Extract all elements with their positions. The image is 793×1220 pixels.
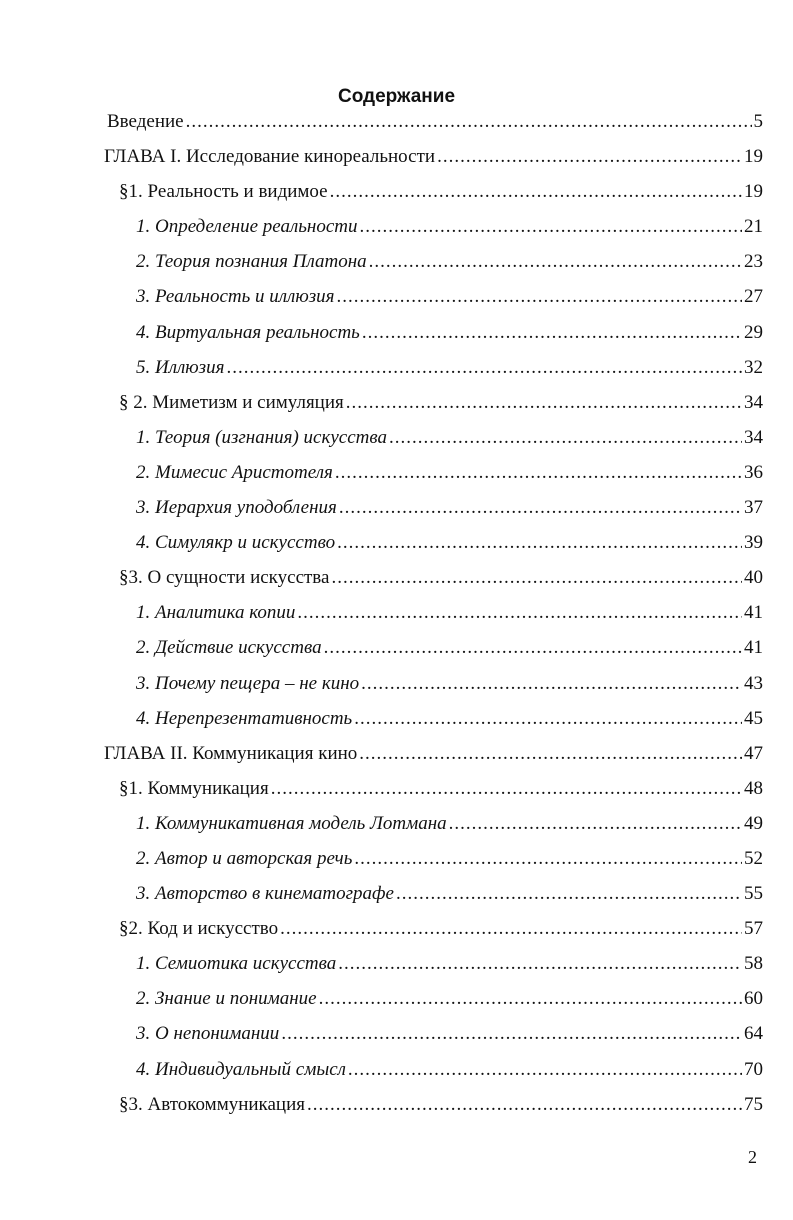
toc-entry xyxy=(0,669,793,704)
dot-leader xyxy=(281,1019,742,1049)
table-of-contents xyxy=(0,107,793,1125)
dot-leader xyxy=(362,318,742,348)
toc-entry-page: 52 xyxy=(744,847,763,869)
toc-entry xyxy=(0,844,793,879)
page-number: 2 xyxy=(748,1147,757,1167)
toc-entry-label: 2. Теория познания Платона xyxy=(136,251,367,273)
dot-leader xyxy=(359,212,742,242)
toc-entry-page: 55 xyxy=(744,883,763,905)
toc-entry xyxy=(0,563,793,598)
dot-leader xyxy=(186,107,752,137)
toc-entry-label: §3. О сущности искусства xyxy=(119,567,330,589)
toc-entry xyxy=(0,1055,793,1090)
toc-entry xyxy=(0,914,793,949)
dot-leader xyxy=(335,458,742,488)
toc-entry xyxy=(0,388,793,423)
toc-entry-label: ГЛАВА I. Исследование кинореальности xyxy=(104,146,436,168)
toc-entry xyxy=(0,598,793,633)
toc-entry-label: 4. Индивидуальный смысл xyxy=(136,1058,346,1080)
toc-entry xyxy=(0,318,793,353)
toc-entry-label: 2. Действие искусства xyxy=(136,637,322,659)
toc-entry xyxy=(0,949,793,984)
toc-entry xyxy=(0,142,793,177)
toc-entry-page: 23 xyxy=(744,251,763,273)
toc-entry-page: 29 xyxy=(744,321,763,343)
toc-entry-page: 39 xyxy=(744,532,763,554)
toc-entry-label: 4. Нерепрезентативность xyxy=(136,707,353,729)
toc-entry-label: 2. Мимесис Аристотеля xyxy=(136,461,333,483)
toc-entry-page: 34 xyxy=(744,426,763,448)
toc-entry-page: 75 xyxy=(744,1093,763,1115)
dot-leader xyxy=(336,282,742,312)
dot-leader xyxy=(297,598,742,628)
toc-entry xyxy=(0,493,793,528)
toc-entry-label: § 2. Миметизм и симуляция xyxy=(119,391,344,413)
toc-entry-label: 3. Почему пещера – не кино xyxy=(136,672,360,694)
toc-entry-label: §2. Код и искусство xyxy=(119,918,279,940)
toc-entry xyxy=(0,282,793,317)
toc-entry-label: 1. Аналитика копии xyxy=(136,602,296,624)
toc-entry xyxy=(0,247,793,282)
toc-entry-page: 47 xyxy=(744,742,763,764)
toc-entry xyxy=(0,1090,793,1125)
toc-entry xyxy=(0,353,793,388)
toc-entry xyxy=(0,774,793,809)
dot-leader xyxy=(449,809,742,839)
toc-entry-page: 45 xyxy=(744,707,763,729)
toc-entry-page: 64 xyxy=(744,1023,763,1045)
toc-entry-label: 4. Симулякр и искусство xyxy=(136,532,336,554)
dot-leader xyxy=(226,353,742,383)
dot-leader xyxy=(359,739,742,769)
toc-entry-page: 58 xyxy=(744,953,763,975)
toc-entry-page: 57 xyxy=(744,918,763,940)
dot-leader xyxy=(361,669,742,699)
toc-entry-page: 48 xyxy=(744,777,763,799)
toc-entry-label: 5. Иллюзия xyxy=(136,356,225,378)
toc-entry-label: 1. Коммуникативная модель Лотмана xyxy=(136,812,447,834)
toc-entry-page: 34 xyxy=(744,391,763,413)
toc-entry-page: 40 xyxy=(744,567,763,589)
dot-leader xyxy=(396,879,742,909)
dot-leader xyxy=(330,177,742,207)
dot-leader xyxy=(346,388,742,418)
toc-entry-page: 36 xyxy=(744,461,763,483)
toc-entry xyxy=(0,879,793,914)
toc-entry-label: 4. Виртуальная реальность xyxy=(136,321,360,343)
toc-entry-page: 60 xyxy=(744,988,763,1010)
toc-entry xyxy=(0,177,793,212)
toc-entry-label: Введение xyxy=(107,111,184,132)
toc-entry-page: 19 xyxy=(744,146,763,168)
dot-leader xyxy=(437,142,742,172)
toc-entry xyxy=(0,423,793,458)
dot-leader xyxy=(271,774,742,804)
toc-entry xyxy=(0,739,793,774)
toc-entry-page: 19 xyxy=(744,181,763,203)
toc-entry-label: §1. Коммуникация xyxy=(119,777,269,799)
toc-entry-label: 3. Авторство в кинематографе xyxy=(136,883,394,905)
dot-leader xyxy=(307,1090,742,1120)
dot-leader xyxy=(337,528,742,558)
toc-entry-label: ГЛАВА II. Коммуникация кино xyxy=(104,742,358,764)
dot-leader xyxy=(324,633,742,663)
toc-entry-page: 41 xyxy=(744,637,763,659)
dot-leader xyxy=(280,914,742,944)
dot-leader xyxy=(354,704,742,734)
toc-entry xyxy=(0,984,793,1019)
toc-entry-label: 2. Знание и понимание xyxy=(136,988,317,1010)
dot-leader xyxy=(339,493,742,523)
toc-entry-page: 49 xyxy=(744,812,763,834)
toc-entry xyxy=(0,1019,793,1054)
dot-leader xyxy=(348,1055,742,1085)
dot-leader xyxy=(369,247,742,277)
toc-entry-label: §3. Автокоммуникация xyxy=(119,1093,306,1115)
toc-entry xyxy=(0,704,793,739)
dot-leader xyxy=(338,949,742,979)
toc-entry-page: 70 xyxy=(744,1058,763,1080)
toc-entry-label: 1. Семиотика искусства xyxy=(136,953,337,975)
dot-leader xyxy=(331,563,742,593)
toc-entry xyxy=(0,458,793,493)
toc-entry-page: 5 xyxy=(753,111,763,132)
toc-entry-label: 3. Иерархия уподобления xyxy=(136,497,337,519)
toc-entry xyxy=(0,809,793,844)
dot-leader xyxy=(319,984,742,1014)
toc-entry-page: 37 xyxy=(744,497,763,519)
toc-entry-label: 3. О непонимании xyxy=(136,1023,280,1045)
toc-entry-label: §1. Реальность и видимое xyxy=(119,181,328,203)
toc-entry-page: 27 xyxy=(744,286,763,308)
toc-entry xyxy=(0,107,793,142)
toc-entry xyxy=(0,212,793,247)
toc-entry-page: 21 xyxy=(744,216,763,238)
toc-entry xyxy=(0,528,793,563)
toc-entry-page: 32 xyxy=(744,356,763,378)
dot-leader xyxy=(389,423,742,453)
toc-entry-label: 1. Теория (изгнания) искусства xyxy=(136,426,388,448)
toc-entry-label: 2. Автор и авторская речь xyxy=(136,847,353,869)
toc-entry xyxy=(0,633,793,668)
page-title: Содержание xyxy=(337,85,456,107)
toc-entry-page: 41 xyxy=(744,602,763,624)
toc-entry-label: 1. Определение реальности xyxy=(136,216,358,238)
dot-leader xyxy=(354,844,742,874)
toc-entry-page: 43 xyxy=(744,672,763,694)
toc-entry-label: 3. Реальность и иллюзия xyxy=(136,286,335,308)
